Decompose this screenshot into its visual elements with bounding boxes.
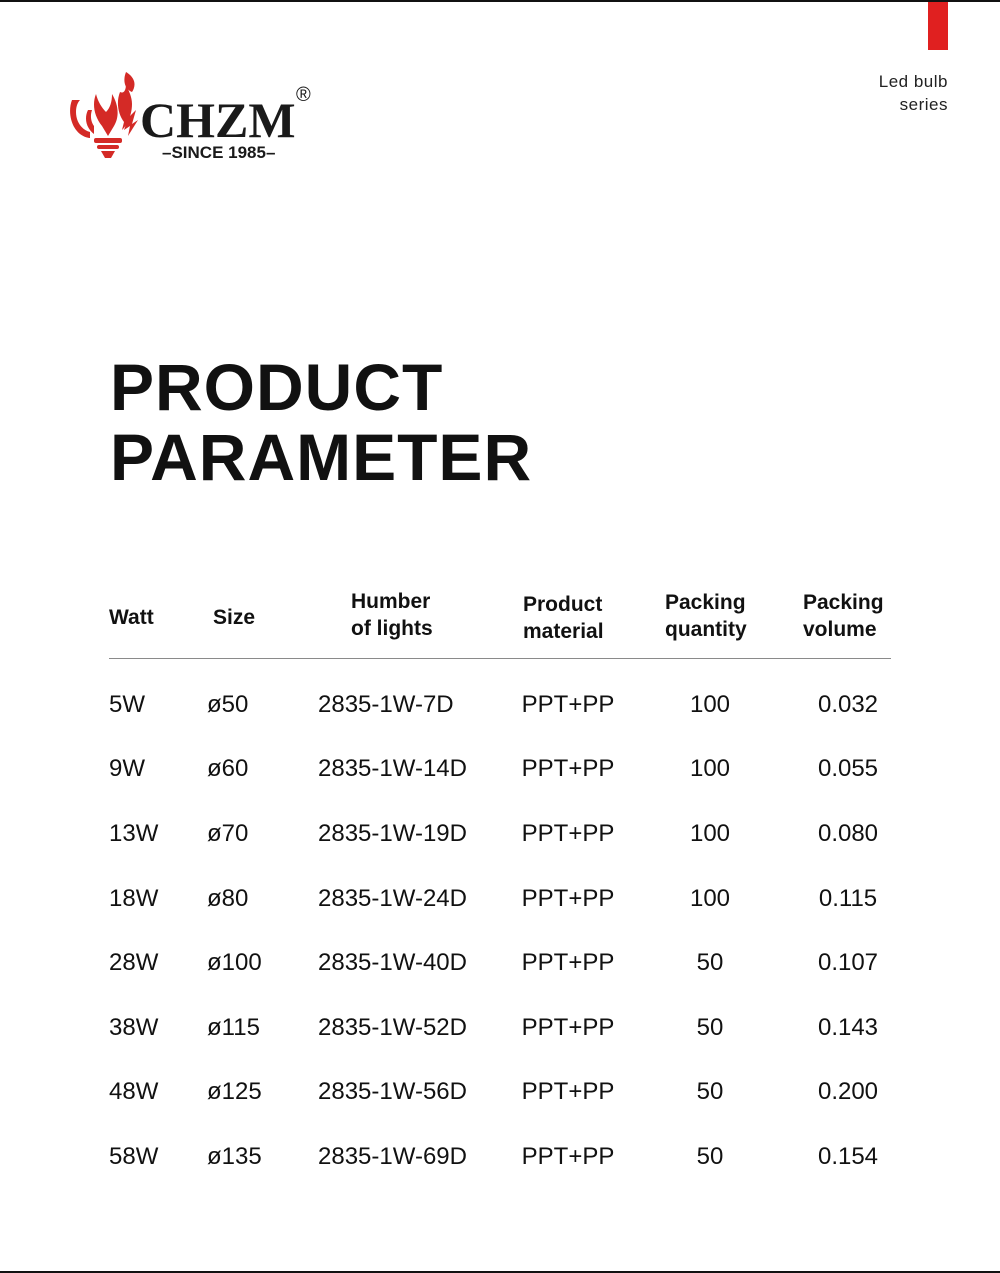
cell-material: PPT+PP — [521, 885, 615, 912]
cell-volume: 0.080 — [817, 820, 879, 847]
brand-logo — [66, 70, 326, 165]
header-material-line-2: material — [523, 620, 604, 643]
cell-quantity: 100 — [689, 755, 731, 782]
cell-lights: 2835-1W-52D — [318, 1014, 467, 1041]
cell-quantity: 100 — [689, 885, 731, 912]
brand-tagline: –SINCE 1985– — [162, 143, 276, 162]
cell-quantity: 50 — [696, 1078, 724, 1105]
table-row — [0, 689, 1000, 729]
cell-quantity: 50 — [696, 949, 724, 976]
series-line-1: Led bulb — [878, 72, 948, 91]
cell-lights: 2835-1W-56D — [318, 1078, 467, 1105]
cell-material: PPT+PP — [521, 755, 615, 782]
cell-volume: 0.115 — [818, 885, 878, 912]
table-row — [0, 947, 1000, 987]
header-volume-line-1: Packing — [803, 591, 884, 614]
cell-lights: 2835-1W-69D — [318, 1143, 467, 1170]
header-watt-label: Watt — [109, 606, 154, 629]
table-row — [0, 1141, 1000, 1181]
cell-watt: 13W — [109, 820, 159, 847]
header-lights-line-1: Humber — [351, 590, 431, 613]
cell-size: ø115 — [207, 1014, 260, 1041]
cell-material: PPT+PP — [521, 691, 615, 718]
header-volume — [803, 589, 884, 643]
cell-watt: 38W — [109, 1014, 159, 1041]
header-size — [213, 604, 255, 631]
cell-quantity: 100 — [689, 820, 731, 847]
series-line-2: series — [899, 95, 948, 114]
cell-volume: 0.032 — [817, 691, 879, 718]
cell-size: ø60 — [207, 755, 249, 782]
top-border — [0, 0, 1000, 2]
cell-quantity: 50 — [696, 1014, 724, 1041]
cell-size: ø50 — [207, 691, 249, 718]
cell-quantity: 50 — [696, 1143, 724, 1170]
cell-lights: 2835-1W-24D — [318, 885, 467, 912]
cell-volume: 0.154 — [817, 1143, 879, 1170]
cell-volume: 0.200 — [817, 1078, 879, 1105]
page-title-line-1: PRODUCT — [110, 350, 444, 424]
header-quantity — [665, 589, 747, 643]
registered-mark: ® — [296, 84, 311, 106]
header-lights-line-2: of lights — [351, 617, 433, 640]
flame-bulb-icon — [66, 70, 146, 162]
red-accent-tab — [928, 2, 948, 50]
page-title — [110, 352, 532, 492]
cell-watt: 5W — [109, 691, 145, 718]
header-volume-line-2: volume — [803, 618, 877, 641]
header-material — [523, 591, 604, 645]
header-material-line-1: Product — [523, 593, 603, 616]
table-row — [0, 753, 1000, 793]
cell-size: ø125 — [207, 1078, 262, 1105]
header-watt — [109, 604, 154, 631]
cell-material: PPT+PP — [521, 949, 615, 976]
cell-watt: 9W — [109, 755, 145, 782]
table-row — [0, 1076, 1000, 1116]
cell-size: ø70 — [207, 820, 249, 847]
table-row — [0, 1012, 1000, 1052]
cell-lights: 2835-1W-14D — [318, 755, 467, 782]
cell-volume: 0.143 — [817, 1014, 879, 1041]
header-quantity-line-1: Packing — [665, 591, 746, 614]
header-quantity-line-2: quantity — [665, 618, 747, 641]
cell-lights: 2835-1W-40D — [318, 949, 467, 976]
header-divider — [109, 658, 891, 659]
cell-lights: 2835-1W-19D — [318, 820, 467, 847]
cell-size: ø135 — [207, 1143, 262, 1170]
cell-material: PPT+PP — [521, 1143, 615, 1170]
cell-material: PPT+PP — [521, 1078, 615, 1105]
cell-watt: 58W — [109, 1143, 159, 1170]
cell-material: PPT+PP — [521, 820, 615, 847]
cell-volume: 0.055 — [817, 755, 879, 782]
cell-volume: 0.107 — [817, 949, 879, 976]
cell-size: ø80 — [207, 885, 249, 912]
cell-material: PPT+PP — [521, 1014, 615, 1041]
header-size-label: Size — [213, 606, 256, 629]
cell-watt: 18W — [109, 885, 159, 912]
page-title-line-2: PARAMETER — [110, 420, 533, 494]
table-row — [0, 883, 1000, 923]
cell-size: ø100 — [207, 949, 262, 976]
header-lights — [351, 588, 433, 642]
cell-watt: 28W — [109, 949, 159, 976]
cell-quantity: 100 — [689, 691, 731, 718]
series-label — [879, 70, 948, 116]
brand-name: CHZM — [140, 92, 296, 148]
cell-lights: 2835-1W-7D — [318, 691, 454, 718]
cell-watt: 48W — [109, 1078, 159, 1105]
table-row — [0, 818, 1000, 858]
